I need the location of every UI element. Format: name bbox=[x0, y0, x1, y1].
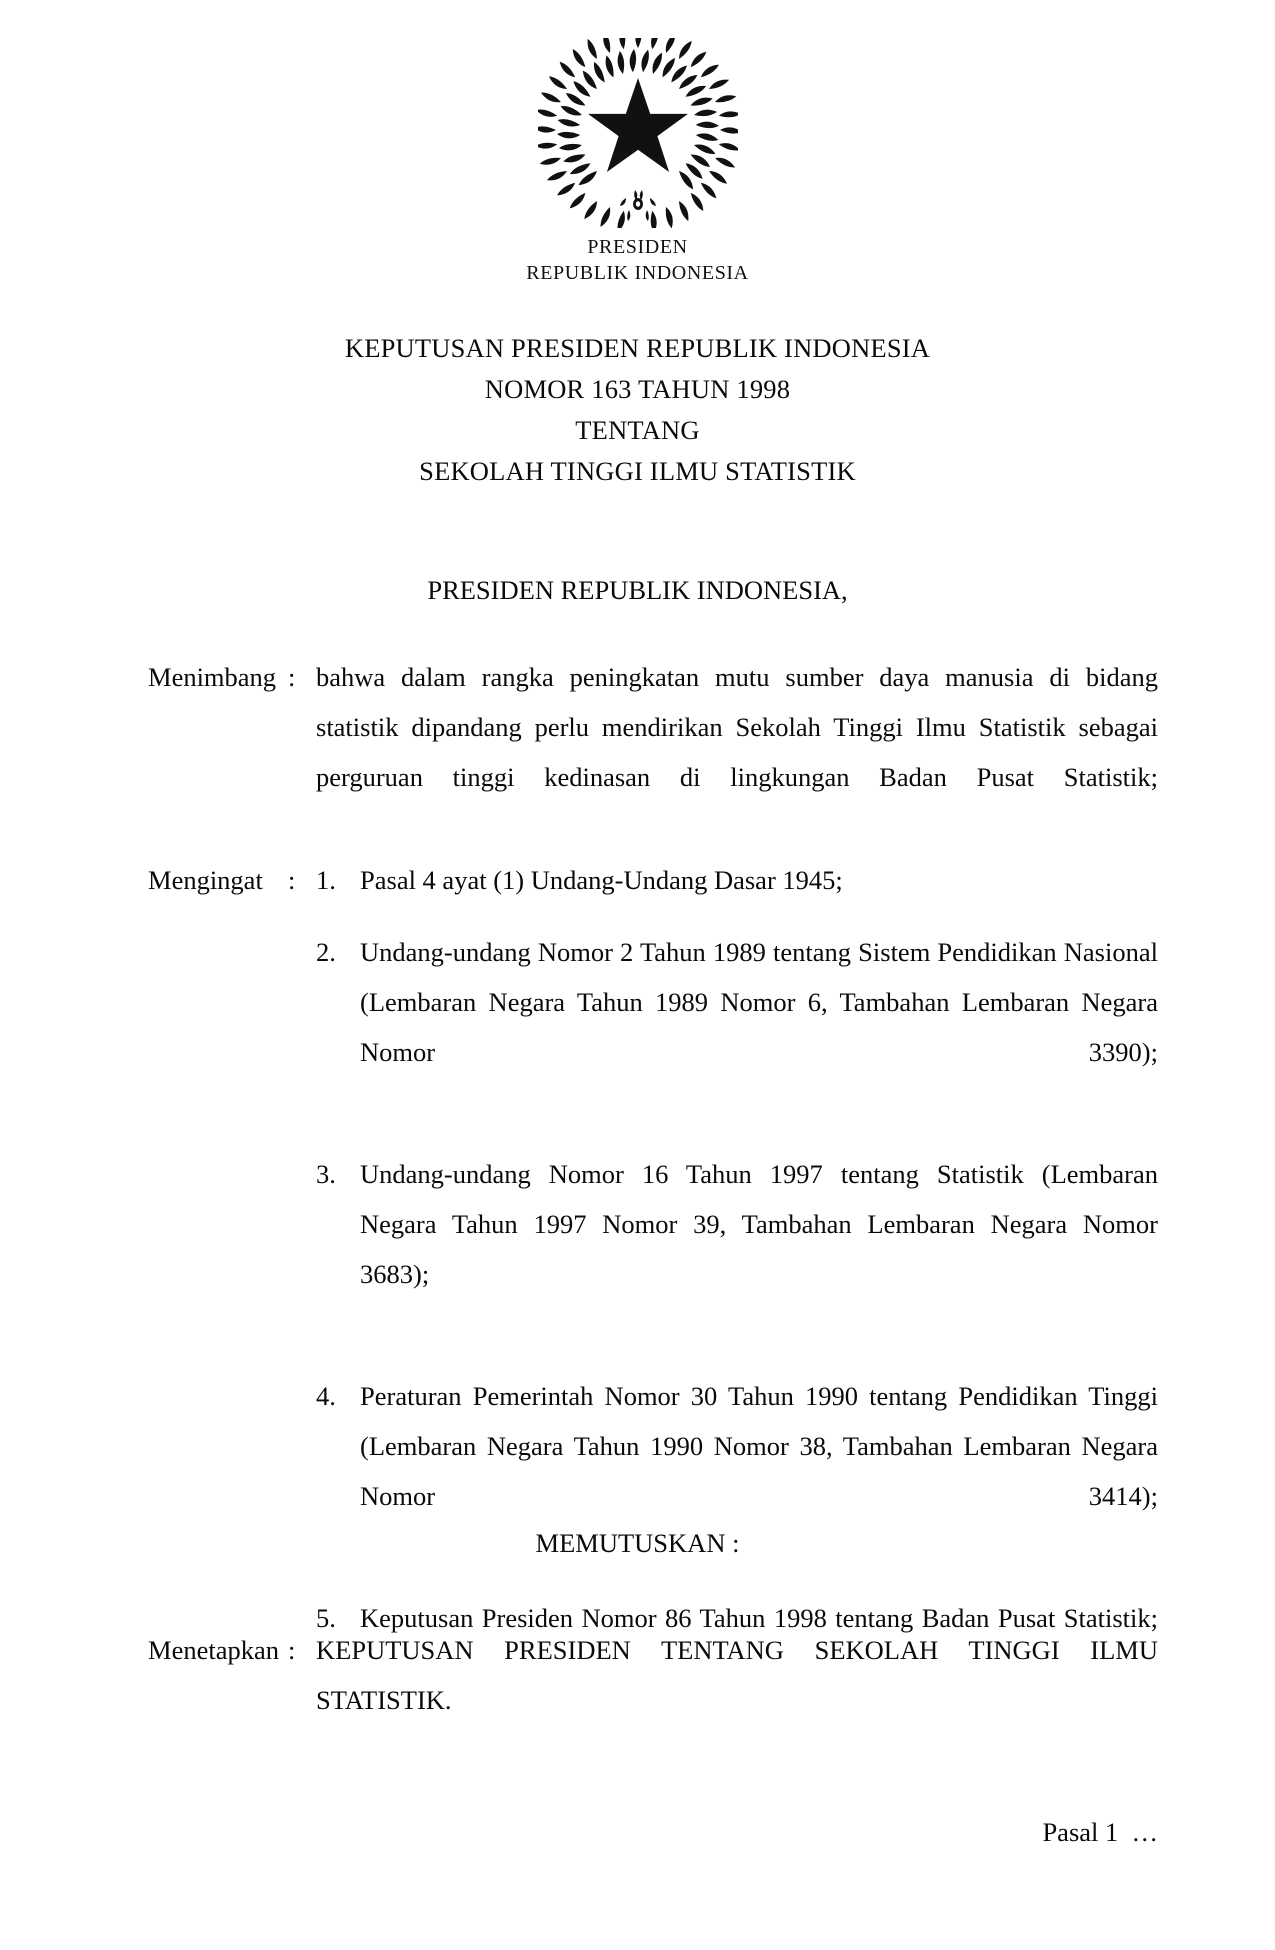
list-item-text: Undang-undang Nomor 2 Tahun 1989 tentang Sistem Pendidikan Nasional (Lembaran Negara Tahun 1989 Nomor 6, Tambahan Lembaran Negara Nomor 3390); bbox=[360, 937, 1158, 1067]
title-line-subject: SEKOLAH TINGGI ILMU STATISTIK bbox=[419, 456, 856, 486]
list-item-text: Undang-undang Nomor 16 Tahun 1997 tentang Statistik (Lembaran Negara Tahun 1997 Nomor 39, Tambahan Lembaran Negara Nomor 3683); bbox=[360, 1159, 1158, 1289]
document-title-block bbox=[0, 328, 1275, 492]
star-in-laurel-wreath-emblem bbox=[538, 38, 738, 228]
list-item-text: Keputusan Presiden Nomor 86 Tahun 1998 tentang Badan Pusat Statistik; bbox=[360, 1603, 1158, 1633]
clause-menimbang-text: bahwa dalam rangka peningkatan mutu sumber daya manusia di bidang statistik dipandang perlu mendirikan Sekolah Tinggi Ilmu Statistik sebagai perguruan tinggi kedinasan di lingkungan Badan Pusat Statistik; bbox=[316, 662, 1158, 792]
list-item bbox=[316, 855, 1158, 905]
clause-mengingat-colon: : bbox=[288, 865, 296, 895]
title-line-decree-type: KEPUTUSAN PRESIDEN REPUBLIK INDONESIA bbox=[344, 333, 931, 363]
legal-basis-list bbox=[316, 855, 1158, 1693]
emblem-caption bbox=[526, 234, 748, 286]
clause-menetapkan-label: Menetapkan bbox=[148, 1635, 279, 1665]
list-item-text: Peraturan Pemerintah Nomor 30 Tahun 1990 tentang Pendidikan Tinggi (Lembaran Negara Tahun 1990 Nomor 38, Tambahan Lembaran Negara Nomor 3414); bbox=[360, 1381, 1158, 1511]
clause-menetapkan-body bbox=[316, 1625, 1158, 1775]
list-item bbox=[316, 1149, 1158, 1349]
clause-menimbang bbox=[148, 652, 1158, 852]
memutuskan-heading: MEMUTUSKAN : bbox=[535, 1528, 740, 1558]
list-item-number: 4. bbox=[316, 1381, 336, 1411]
clause-mengingat-label: Mengingat bbox=[148, 865, 263, 895]
clause-mengingat bbox=[148, 855, 1158, 1693]
clause-menimbang-colon: : bbox=[288, 662, 296, 692]
list-item-number: 1. bbox=[316, 865, 336, 895]
list-item-number: 5. bbox=[316, 1603, 336, 1633]
title-line-about: TENTANG bbox=[575, 415, 700, 445]
emblem-caption-line-1: PRESIDEN bbox=[587, 236, 688, 258]
list-item-text: Pasal 4 ayat (1) Undang-Undang Dasar 1945; bbox=[360, 865, 843, 895]
list-item-number: 2. bbox=[316, 937, 336, 967]
clause-menetapkan-text: KEPUTUSAN PRESIDEN TENTANG SEKOLAH TINGGI ILMU STATISTIK. bbox=[316, 1635, 1158, 1715]
list-item-number: 3. bbox=[316, 1159, 336, 1189]
clause-menimbang-body bbox=[316, 652, 1158, 852]
clause-menimbang-label: Menimbang bbox=[148, 662, 277, 692]
emblem-caption-line-2: REPUBLIK INDONESIA bbox=[526, 262, 749, 284]
clause-menetapkan-colon: : bbox=[288, 1635, 296, 1665]
page-continuation-note: Pasal 1 … bbox=[1042, 1817, 1158, 1847]
document-header bbox=[0, 38, 1275, 286]
clause-mengingat-body bbox=[316, 855, 1158, 1693]
clause-menetapkan bbox=[148, 1625, 1158, 1775]
opening-statement: PRESIDEN REPUBLIK INDONESIA, bbox=[427, 575, 848, 605]
title-line-number: NOMOR 163 TAHUN 1998 bbox=[484, 374, 791, 404]
list-item bbox=[316, 927, 1158, 1127]
